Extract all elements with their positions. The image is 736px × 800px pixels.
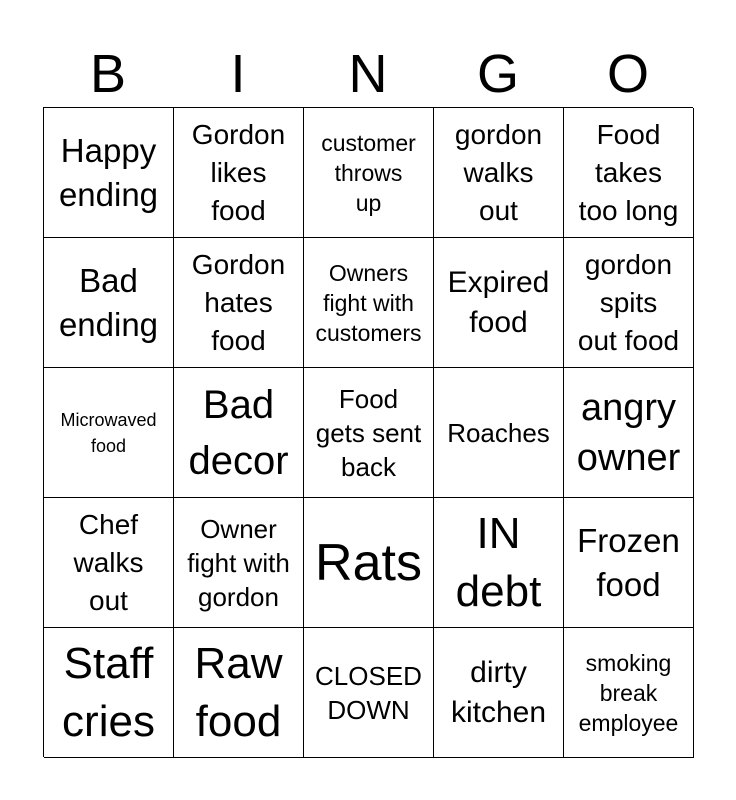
- bingo-cell[interactable]: [564, 498, 694, 628]
- bingo-cell[interactable]: [44, 368, 174, 498]
- cell-text: Gordon hates food: [191, 248, 286, 356]
- cell-text: IN debt: [455, 508, 542, 616]
- bingo-cell[interactable]: [434, 498, 564, 628]
- bingo-cell[interactable]: [174, 108, 304, 238]
- bingo-header: [43, 40, 693, 108]
- cell-text: Owners fight with customers: [315, 259, 422, 346]
- cell-text: Gordon likes food: [191, 118, 286, 226]
- cell-text: Rats: [315, 533, 422, 592]
- cell-text: Microwaved food: [60, 409, 157, 456]
- bingo-cell[interactable]: [304, 368, 434, 498]
- cell-text: Raw food: [194, 638, 283, 746]
- bingo-cell[interactable]: [564, 368, 694, 498]
- bingo-cell[interactable]: [434, 238, 564, 368]
- bingo-cell[interactable]: [564, 108, 694, 238]
- bingo-cell[interactable]: [174, 238, 304, 368]
- cell-text: Bad ending: [58, 261, 159, 343]
- cell-text: Owner fight with gordon: [187, 513, 290, 612]
- cell-text: Frozen food: [577, 521, 680, 603]
- cell-text: smoking break employee: [578, 649, 679, 736]
- bingo-cell[interactable]: [304, 498, 434, 628]
- cell-text: gordon walks out: [454, 118, 543, 226]
- bingo-cell[interactable]: [174, 368, 304, 498]
- cell-text: Food gets sent back: [315, 383, 422, 482]
- bingo-cell[interactable]: [44, 108, 174, 238]
- header-letter-n: N: [348, 44, 388, 104]
- cell-text: CLOSED DOWN: [315, 660, 422, 725]
- bingo-cell[interactable]: [434, 628, 564, 758]
- cell-text: gordon spits out food: [577, 248, 680, 356]
- cell-text: Roaches: [447, 417, 550, 448]
- header-letter-o: O: [606, 44, 649, 104]
- bingo-grid: [43, 107, 693, 757]
- header-letter-g: G: [476, 44, 519, 104]
- bingo-cell[interactable]: [304, 628, 434, 758]
- cell-text: dirty kitchen: [450, 655, 547, 729]
- bingo-cell[interactable]: [434, 368, 564, 498]
- bingo-cell[interactable]: [44, 628, 174, 758]
- header-letter-i: I: [230, 44, 246, 104]
- cell-text: Bad decor: [188, 382, 289, 483]
- cell-text: Food takes too long: [578, 118, 679, 226]
- cell-text: Chef walks out: [73, 508, 144, 616]
- cell-text: angry owner: [576, 386, 681, 479]
- bingo-cell[interactable]: [304, 108, 434, 238]
- cell-text: Staff cries: [62, 638, 155, 746]
- cell-text: Happy ending: [58, 131, 159, 213]
- bingo-cell[interactable]: [44, 498, 174, 628]
- bingo-cell[interactable]: [564, 238, 694, 368]
- cell-text: customer throws up: [321, 129, 416, 216]
- bingo-cell[interactable]: [174, 628, 304, 758]
- bingo-cell[interactable]: [174, 498, 304, 628]
- bingo-cell[interactable]: [434, 108, 564, 238]
- bingo-cell[interactable]: [304, 238, 434, 368]
- bingo-cell[interactable]: [564, 628, 694, 758]
- header-letter-b: B: [89, 44, 127, 104]
- cell-text: Expired food: [447, 265, 550, 339]
- bingo-cell[interactable]: [44, 238, 174, 368]
